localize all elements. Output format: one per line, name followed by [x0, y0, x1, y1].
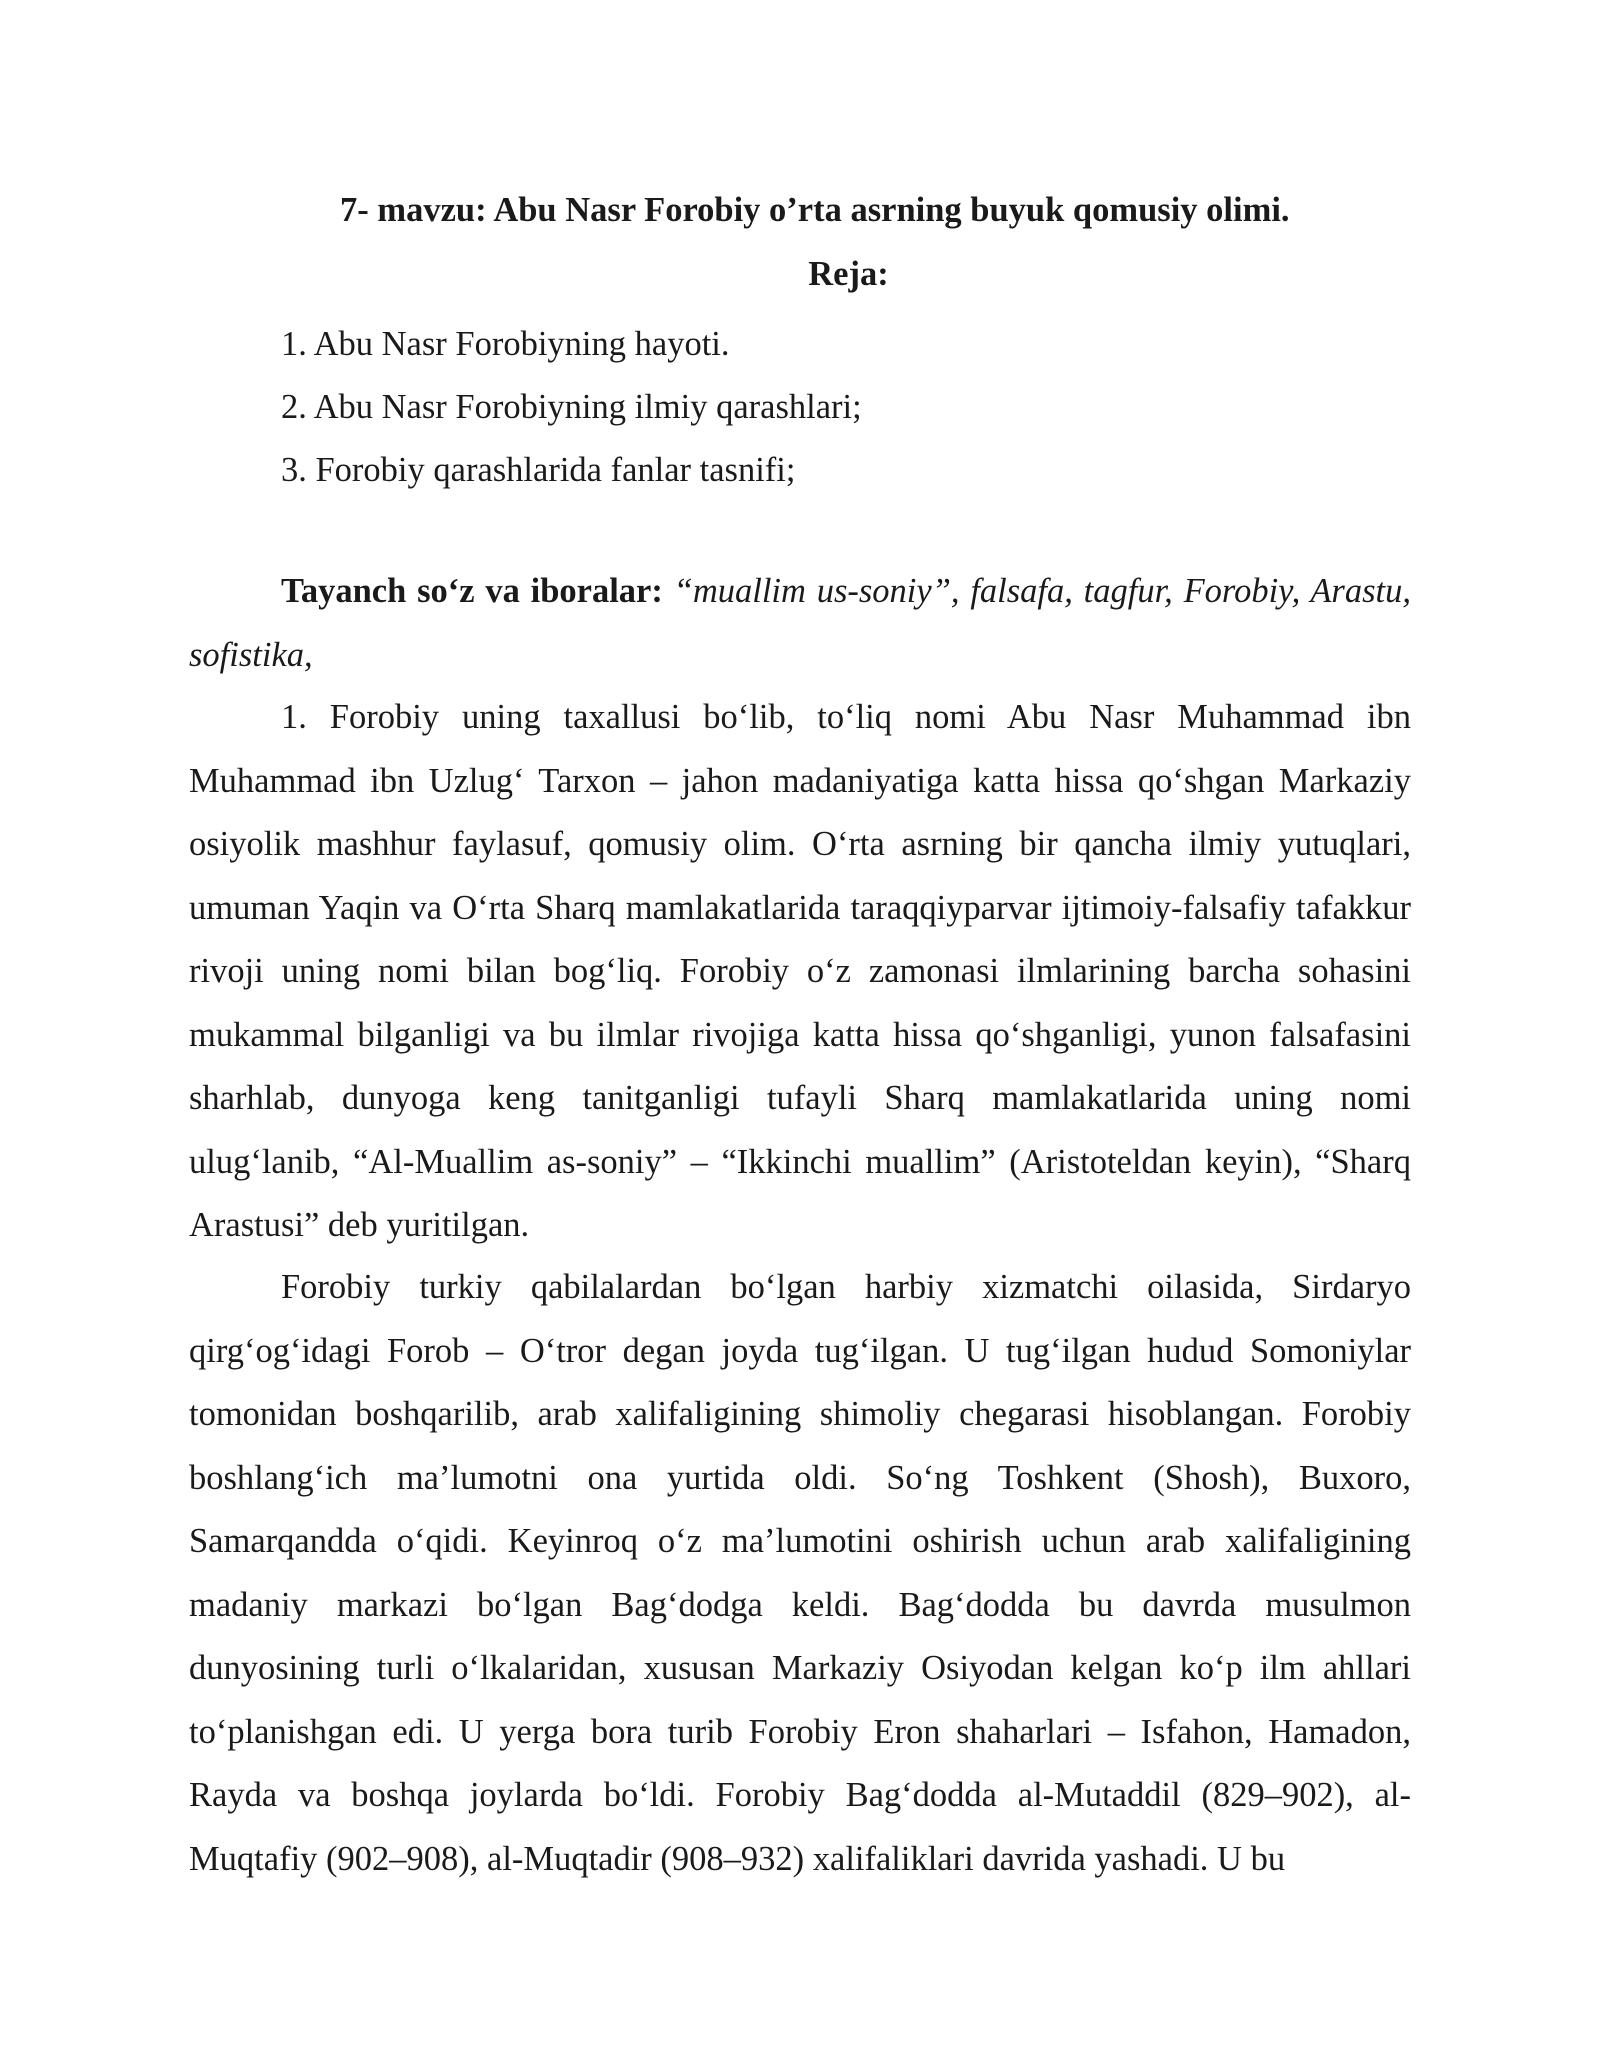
- keywords-list: “muallim us-soniy”, falsafa, tagfur, Forobiy, Arastu, sofistika,: [189, 572, 1411, 674]
- keywords-label: Tayanch so‘z va iboralar:: [281, 572, 663, 610]
- plan-list: [281, 313, 862, 503]
- topic-title: 7- mavzu: Abu Nasr Forobiy o’rta asrning buyuk qomusiy olimi.: [340, 191, 1290, 229]
- plan-item: 2. Abu Nasr Forobiyning ilmiy qarashlari;: [281, 388, 862, 427]
- paragraph-text: Forobiy turkiy qabilalardan bo‘lgan harbiy xizmatchi oilasida, Sirdaryo qirg‘og‘idagi Forob – O‘tror degan joyda tug‘ilgan. U tug‘ilgan hudud Somoniylar tomonidan boshqarilib, arab xalifaligining shimoliy chegarasi hisoblangan. Forobiy boshlang‘ich ma’lumotni ona yurtida oldi. So‘ng Toshkent (Shosh), Buxoro, Samarqandda o‘qidi. Keyinroq o‘z ma’lumotini oshirish uchun arab xalifaligining madaniy markazi bo‘lgan Bag‘dodga keldi. Bag‘dodda bu davrda musulmon dunyosining turli o‘lkalaridan, xususan Markaziy Osiyodan kelgan ko‘p ilm ahllari to‘planishgan edi. U yerga bora turib Forobiy Eron shaharlari – Isfahon, Hamadon, Rayda va boshqa joylarda bo‘ldi. Forobiy Bag‘dodda al-Mutaddil (829–902), al-Muqtafiy (902–908), al-Muqtadir (908–932) xalifaliklari davrida yashadi. U bu: [189, 1268, 1411, 1878]
- plan-item: 3. Forobiy qarashlarida fanlar tasnifi;: [281, 451, 796, 490]
- body-paragraph: [189, 686, 1411, 1258]
- keywords-paragraph: [189, 560, 1411, 687]
- body-paragraph: [189, 1256, 1411, 1892]
- plan-item: 1. Abu Nasr Forobiyning hayoti.: [281, 325, 730, 363]
- paragraph-text: 1. Forobiy uning taxallusi bo‘lib, to‘liq nomi Abu Nasr Muhammad ibn Muhammad ibn Uzlug‘ Tarxon – jahon madaniyatiga katta hissa qo‘shgan Markaziy osiyolik mashhur faylasuf, qomusiy olim. O‘rta asrning bir qancha ilmiy yutuqlari, umuman Yaqin va O‘rta Sharq mamlakatlarida taraqqiyparvar ijtimoiy-falsafiy tafakkur rivoji uning nomi bilan bog‘liq. Forobiy o‘z zamonasi ilmlarining barcha sohasini mukammal bilganligi va bu ilmlar rivojiga katta hissa qo‘shganligi, yunon falsafasini sharhlab, dunyoga keng tanitganligi tufayli Sharq mamlakatlarida uning nomi ulug‘lanib, “Al-Muallim as-soniy” – “Ikkinchi muallim” (Aristoteldan keyin), “Sharq Arastusi” deb yuritilgan.: [189, 698, 1411, 1244]
- plan-heading: Reja:: [808, 255, 889, 293]
